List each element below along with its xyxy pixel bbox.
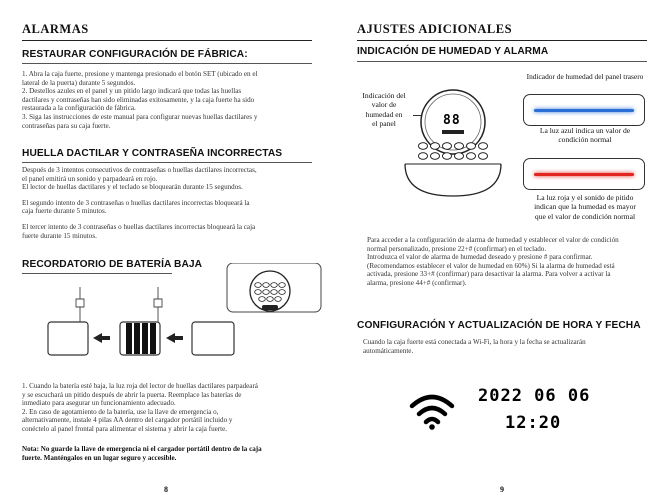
text-line: activada, presione 33+# (confirmar) para desactivar la alarma. Para volver a activar la xyxy=(367,270,611,279)
battery-replacement-diagram xyxy=(40,285,250,363)
text-line: 2. En caso de agotamiento de la batería, use la llave de emergencia o, xyxy=(22,407,219,416)
digit-mark xyxy=(442,130,464,134)
text-line: y se escuchará un pitido después de abrir la puerta. Reemplace las baterías de xyxy=(22,390,242,399)
caption-line: humedad en xyxy=(365,109,403,119)
right-page xyxy=(335,0,670,502)
panel-humidity-display: 88 xyxy=(443,113,461,128)
arrow-right-icon xyxy=(93,333,110,343)
text-line: contraseñas para su caja fuerte. xyxy=(22,121,111,130)
arrow-right-icon xyxy=(166,333,183,343)
text-line: 2. Destellos azules en el panel y un pitido largo indicará que todas las huellas xyxy=(22,87,242,96)
red-light-bar xyxy=(534,173,634,176)
factory-reset-title: RESTAURAR CONFIGURACIÓN DE FÁBRICA: xyxy=(22,49,248,60)
low-battery-text xyxy=(22,382,322,434)
caption-line: La luz azul indica un valor de xyxy=(539,126,631,135)
left-header-rule xyxy=(22,40,312,41)
panel-box-1 xyxy=(48,322,88,355)
caption-line: condición normal xyxy=(558,135,612,145)
text-line: 1. Abra la caja fuerte, presione y mantenga presionado el botón SET (ubicado en el xyxy=(22,70,258,78)
text-line: conéctelo al panel frontal para alimentar el sistema y abrir la caja fuerte. xyxy=(22,424,228,433)
caption-line: el panel xyxy=(372,119,396,129)
wrong-fingerprint-title: HUELLA DACTILAR Y CONTRASEÑA INCORRECTAS xyxy=(22,148,283,159)
text-line: (Recomendamos establecer el valor de humedad en 60%) Si la alarma de humedad está xyxy=(367,261,615,270)
caption-line: La luz roja y el sonido de pitido xyxy=(536,193,634,202)
blue-light-caption xyxy=(510,126,660,145)
text-line: automáticamente. xyxy=(363,346,414,355)
page-number: 9 xyxy=(500,485,504,494)
humidity-alarm-rule xyxy=(357,61,647,62)
text-line: fuerte. Manténgalos en un lugar seguro y accesible. xyxy=(22,453,177,462)
text-line: Cuando la caja fuerte está conectada a Wi-Fi, la hora y la fecha se actualizarán xyxy=(363,338,586,346)
text-line: fuerte durante 15 minutos. xyxy=(22,231,97,240)
caption-line: Indicación del xyxy=(362,91,406,100)
low-battery-note xyxy=(22,445,322,462)
time-display: 12:20 xyxy=(505,413,562,433)
cable-2 xyxy=(154,287,162,322)
text-line: inmediato para asegurar un funcionamiento adecuado. xyxy=(22,399,176,408)
factory-reset-text xyxy=(22,70,322,130)
panel-base xyxy=(405,164,501,196)
time-date-text xyxy=(363,338,653,355)
text-line: normal personalizado, presione 22+# (confirmar) en el teclado. xyxy=(367,244,547,253)
text-line: 1. Cuando la batería esté baja, la luz roja del lector de huellas dactilares parpadeará xyxy=(22,382,258,390)
caption-line: que el valor de condición normal xyxy=(534,211,636,221)
low-battery-rule xyxy=(22,273,172,274)
text-line: caja fuerte durante 5 minutos. xyxy=(22,207,107,216)
panel-box-3 xyxy=(192,322,234,355)
text-line: Después de 3 intentos consecutivos de contraseñas o huellas dactilares incorrectas, xyxy=(22,166,257,174)
text-line: Para acceder a la configuración de alarma de humedad y establecer el valor de condición xyxy=(367,236,619,244)
wrong-fingerprint-text xyxy=(22,166,322,240)
safe-keypad-panel xyxy=(403,88,503,200)
low-battery-title: RECORDATORIO DE BATERÍA BAJA xyxy=(22,259,203,270)
text-line: restaurada a la configuración de fábrica. xyxy=(22,104,136,113)
wifi-icon xyxy=(408,392,456,432)
factory-reset-rule xyxy=(22,63,312,64)
text-line: alternativamente, instale 4 pilas AA dentro del cargador portátil incluido y xyxy=(22,416,233,425)
right-header-rule xyxy=(357,40,647,41)
text-line: Introduzca el valor de alarma de humedad deseado y presione # para confirmar. xyxy=(367,253,593,262)
humidity-alarm-text xyxy=(367,236,657,288)
time-date-title: CONFIGURACIÓN Y ACTUALIZACIÓN DE HORA Y FECHA xyxy=(357,320,641,331)
text-line: 3. Siga las instrucciones de este manual para configurar nuevas huellas dactilares y xyxy=(22,112,258,121)
text-line: el panel emitirá un sonido y parpadeará en rojo. xyxy=(22,174,158,183)
blue-indicator-strip xyxy=(523,94,645,126)
text-line: lateral de la puerta) durante 5 segundos. xyxy=(22,78,136,87)
blue-light-bar xyxy=(534,109,634,112)
text-line: El tercer intento de 3 contraseñas o huellas dactilares incorrectas bloqueará la caja xyxy=(22,222,256,231)
text-line: alarma, presione 44+# (confirmar). xyxy=(367,278,467,287)
right-page-header: AJUSTES ADICIONALES xyxy=(357,22,513,36)
fingerprint-reader xyxy=(262,305,278,310)
humidity-alarm-title: INDICACIÓN DE HUMEDAD Y ALARMA xyxy=(357,46,549,57)
rear-panel-label: Indicador de humedad del panel trasero xyxy=(526,72,644,81)
page-number: 8 xyxy=(164,485,168,494)
red-indicator-strip xyxy=(523,158,645,190)
wrong-fingerprint-rule xyxy=(22,162,312,163)
red-light-caption xyxy=(505,193,665,221)
left-page-header: ALARMAS xyxy=(22,22,89,36)
text-line: El lector de huellas dactilares y el teclado se bloquearán durante 15 segundos. xyxy=(22,183,243,192)
caption-line: valor de xyxy=(371,100,397,110)
caption-line: indican que la humedad es mayor xyxy=(534,202,636,212)
text-line: Nota: No guarde la llave de emergencia ni el cargador portátil dentro de la caja xyxy=(22,445,262,453)
text-line: El segundo intento de 3 contraseñas o huellas dactilares incorrectas bloqueará la xyxy=(22,198,250,207)
cable-1 xyxy=(76,287,84,322)
text-line: dactilares y contraseñas han sido eliminadas exitosamente, y la caja fuerte ha sido xyxy=(22,95,255,104)
date-display: 2022 06 06 xyxy=(478,386,591,406)
